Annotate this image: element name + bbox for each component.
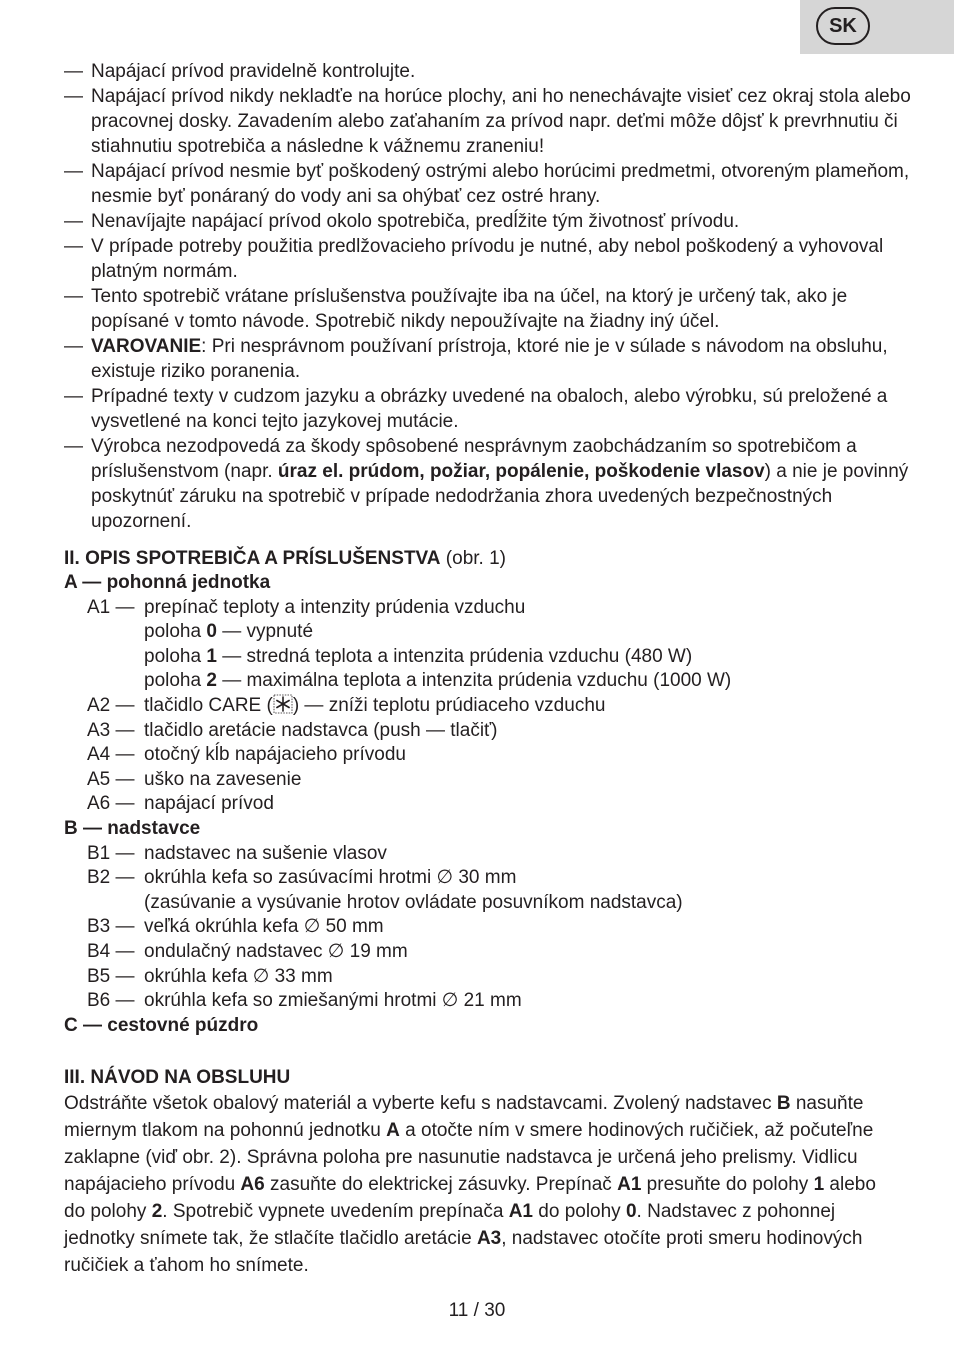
position-number: 0 xyxy=(206,621,217,643)
position-text: — maximálna teplota a intenzita prúdenia vzduchu (1000 W) xyxy=(216,670,732,692)
text-segment: Odstráňte všetok obalový materiál a vyberte kefu s nadstavcami. Zvolený nadstavec xyxy=(64,1093,777,1115)
safety-warnings-list xyxy=(64,59,914,534)
list-item: B2 — okrúhla kefa so zasúvacími hrotmi ∅ 30 mm xyxy=(87,867,517,889)
bold-text: A3 xyxy=(476,1228,502,1250)
text-segment: nasuňte miernym tlakom na pohonnú jednotku xyxy=(64,1093,864,1142)
position-number: 2 xyxy=(206,670,217,692)
item-text: tlačidlo aretácie nadstavca (push — tlačiť) xyxy=(144,719,498,741)
text-segment: Napájací prívod nikdy nekladťe na horúce plochy, ani ho nenechávajte visieť cez okraj stola alebo pracovnej dosky. Zavadením alebo zaťahaním za prívod napr. deťmi môže dôjsť k prevrhnutiu či stiahnutiu spotrebiča a následne k vážnemu zraneniu! xyxy=(91,86,911,157)
list-item: B1 — nadstavec na sušenie vlasov xyxy=(87,842,387,864)
bullet-dash: — xyxy=(64,286,83,307)
text-segment: , nadstavec otočíte proti smeru hodinových ručičiek a ťahom ho snímete. xyxy=(64,1228,863,1277)
position-text: poloha xyxy=(144,621,207,643)
item-text: veľká okrúhla kefa ∅ 50 mm xyxy=(144,916,384,938)
text-segment: . Nadstavec z pohonnej jednotky snímete tak, že stlačíte tlačidlo aretácie xyxy=(64,1201,836,1250)
bold-text: 1 xyxy=(813,1174,825,1196)
bold-text: 2 xyxy=(151,1201,163,1223)
bold-text: B xyxy=(776,1093,791,1115)
item-code: B4 — xyxy=(87,940,135,962)
section-2-title: II. OPIS SPOTREBIČA A PRÍSLUŠENSTVA (obr. 1) xyxy=(64,548,507,569)
text-segment: Napájací prívod nesmie byť poškodený ostrými alebo horúcimi predmetmi, otvoreným plameňom, nesmie byť ponáraný do vody ani sa ohýbať cez ostré hrany. xyxy=(91,161,910,207)
item-code: A6 — xyxy=(87,793,135,815)
switch-position xyxy=(64,645,914,670)
bullet-dash: — xyxy=(64,336,83,357)
section-3-title: III. NÁVOD NA OBSLUHU xyxy=(64,1067,291,1089)
item-code: A3 — xyxy=(87,719,135,741)
group-a-title: A — pohonná jednotka xyxy=(64,572,271,593)
text-segment: ) a nie je povinný poskytnúť záruku na spotrebič v prípade nedodržania zhora uvedených bezpečnostných upozornení. xyxy=(91,461,909,532)
care-snowflake-icon xyxy=(273,694,293,714)
text-segment: presuňte do polohy xyxy=(641,1174,814,1196)
text-segment: zasuňte do elektrickej zásuvky. Prepínač xyxy=(264,1174,618,1196)
language-badge: SK xyxy=(816,7,870,45)
bold-text: 0 xyxy=(625,1201,637,1223)
text-segment: . Spotrebič vypnete uvedením prepínača xyxy=(162,1201,509,1223)
warning-item xyxy=(64,234,914,284)
text-segment: alebo do polohy xyxy=(64,1174,876,1223)
list-item xyxy=(64,743,914,768)
bold-text: A1 xyxy=(508,1201,533,1223)
list-item xyxy=(64,719,914,744)
warning-item xyxy=(64,59,914,84)
position-text: — stredná teplota a intenzita prúdenia vzduchu (480 W) xyxy=(216,645,693,667)
text-segment: : Pri nesprávnom používaní prístroja, ktoré nie je v súlade s návodom na obsluhu, existuje riziko poranenia. xyxy=(91,336,888,382)
text-segment: Tento spotrebič vrátane príslušenstva používajte iba na účel, na ktorý je určený tak, ako je popísané v tomto návode. Spotrebič nikdy nepoužívajte na žiadny iný účel. xyxy=(91,286,848,332)
list-item xyxy=(64,792,914,817)
item-code: A5 — xyxy=(87,768,135,790)
instructions-paragraph xyxy=(64,1090,884,1279)
b2-note: (zasúvanie a vysúvanie hrotov ovládate posuvníkom nadstavca) xyxy=(144,891,683,913)
list-item: A1 — prepínač teploty a intenzity prúdenia vzduchu xyxy=(87,596,526,618)
bullet-dash: — xyxy=(64,236,83,257)
text-segment: Prípadné texty v cudzom jazyku a obrázky uvedené na obaloch, alebo výrobku, sú preložené a vysvetlené na konci tejto jazykovej mutácie. xyxy=(91,386,888,432)
list-item xyxy=(64,768,914,793)
bullet-dash: — xyxy=(64,161,83,182)
item-code: A4 — xyxy=(87,744,135,766)
list-item xyxy=(64,989,914,1014)
group-c-title: C — cestovné púzdro xyxy=(64,1014,259,1036)
position-number: 1 xyxy=(206,645,217,667)
page-content xyxy=(64,59,914,1279)
list-item xyxy=(64,915,914,940)
item-code: B6 — xyxy=(87,990,135,1012)
text-segment: do polohy xyxy=(533,1201,626,1223)
list-item xyxy=(64,940,914,965)
page-number: 11 / 30 xyxy=(448,1300,506,1321)
warning-item xyxy=(64,84,914,159)
switch-positions xyxy=(64,620,914,694)
list-item xyxy=(64,965,914,990)
text-segment: V prípade potreby použitia predlžovacieho prívodu je nutné, aby nebol poškodený a vyhovoval platným normám. xyxy=(91,236,884,282)
warning-item xyxy=(64,434,914,534)
text-segment: Nenavíjajte napájací prívod okolo spotrebiča, predĺžite tým životnosť prívodu. xyxy=(91,211,740,232)
switch-position xyxy=(64,669,914,694)
item-text: otočný kĺb napájacieho prívodu xyxy=(144,744,406,766)
group-b-title: B — nadstavce xyxy=(64,817,201,839)
bullet-dash: — xyxy=(64,211,83,232)
bullet-dash: — xyxy=(64,61,83,82)
item-code: B3 — xyxy=(87,916,135,938)
bold-text: úraz el. prúdom, požiar, popálenie, poškodenie vlasov xyxy=(277,461,765,482)
position-text: poloha xyxy=(144,645,207,667)
warning-item xyxy=(64,284,914,334)
position-text: poloha xyxy=(144,670,207,692)
item-code: B5 — xyxy=(87,965,135,987)
text-segment: Výrobca nezodpovedá za škody spôsobené nesprávnym zaobchádzaním so spotrebičom a príslušenstvom (napr. xyxy=(91,436,857,482)
list-item: A2 — tlačidlo CARE ( ) — zníži teplotu prúdiaceho vzduchu xyxy=(87,694,606,716)
bold-text: A6 xyxy=(240,1174,265,1196)
switch-position xyxy=(64,620,914,645)
item-text: napájací prívod xyxy=(144,793,274,815)
warning-item xyxy=(64,159,914,209)
warning-item xyxy=(64,209,914,234)
bold-text: VAROVANIE xyxy=(91,336,202,357)
bold-text: A1 xyxy=(617,1174,642,1196)
bullet-dash: — xyxy=(64,436,83,457)
text-segment: Napájací prívod pravidelně kontrolujte. xyxy=(91,61,416,82)
position-text: — vypnuté xyxy=(216,621,314,643)
text-segment: a otočte ním v smere hodinových ručičiek, až počuteľne zaklapne (viď obr. 2). Správna poloha pre nasunutie nadstavca je určená jeho prelismy. Vidlicu napájacieho prívodu xyxy=(64,1120,874,1196)
bullet-dash: — xyxy=(64,86,83,107)
bullet-dash: — xyxy=(64,386,83,407)
item-text: okrúhla kefa ∅ 33 mm xyxy=(144,965,333,987)
warning-item xyxy=(64,384,914,434)
item-text: ondulačný nadstavec ∅ 19 mm xyxy=(144,940,408,962)
bold-text: A xyxy=(386,1120,400,1142)
warning-item xyxy=(64,334,914,384)
item-text: uško na zavesenie xyxy=(144,768,302,790)
item-text: okrúhla kefa so zmiešanými hrotmi ∅ 21 mm xyxy=(144,990,522,1012)
